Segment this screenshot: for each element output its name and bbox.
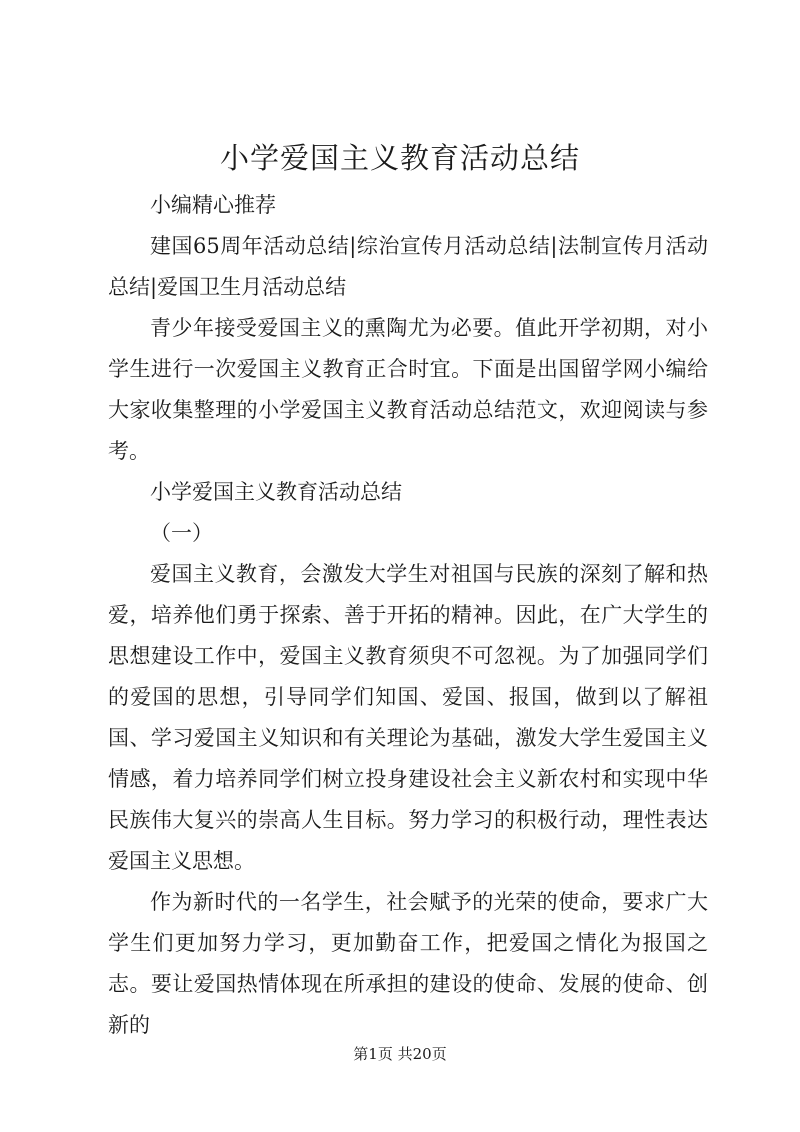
- paragraph-body-2: 作为新时代的一名学生，社会赋予的光荣的使命，要求广大学生们更加努力学习，更加勤奋工作，把爱国之情化为报国之志。要让爱国热情体现在所承担的建设的使命、发展的使命、创新的: [108, 890, 708, 1037]
- document-body: [108, 185, 708, 1046]
- paragraph-subtitle: 小学爱国主义教育活动总结: [150, 480, 402, 504]
- paragraph-related-links: 建国65周年活动总结|综治宣传月活动总结|法制宣传月活动总结|爱国卫生月活动总结: [108, 234, 708, 299]
- paragraph-section-marker: （一）: [150, 521, 213, 545]
- document-title: 小学爱国主义教育活动总结: [219, 141, 580, 175]
- paragraph-recommend: 小编精心推荐: [150, 193, 276, 217]
- page-number-footer: 第1页 共20页: [353, 1045, 447, 1063]
- paragraph-intro: 青少年接受爱国主义的熏陶尤为必要。值此开学初期，对小学生进行一次爱国主义教育正合时宜。下面是出国留学网小编给大家收集整理的小学爱国主义教育活动总结范文，欢迎阅读与参考。: [108, 316, 708, 463]
- paragraph-body-1: 爱国主义教育，会激发大学生对祖国与民族的深刻了解和热爱，培养他们勇于探索、善于开拓的精神。因此，在广大学生的思想建设工作中，爱国主义教育须臾不可忽视。为了加强同学们的爱国的思想，引导同学们知国、爱国、报国，做到以了解祖国、学习爱国主义知识和有关理论为基础，激发大学生爱国主义情感，着力培养同学们树立投身建设社会主义新农村和实现中华民族伟大复兴的崇高人生目标。努力学习的积极行动，理性表达爱国主义思想。: [108, 562, 708, 873]
